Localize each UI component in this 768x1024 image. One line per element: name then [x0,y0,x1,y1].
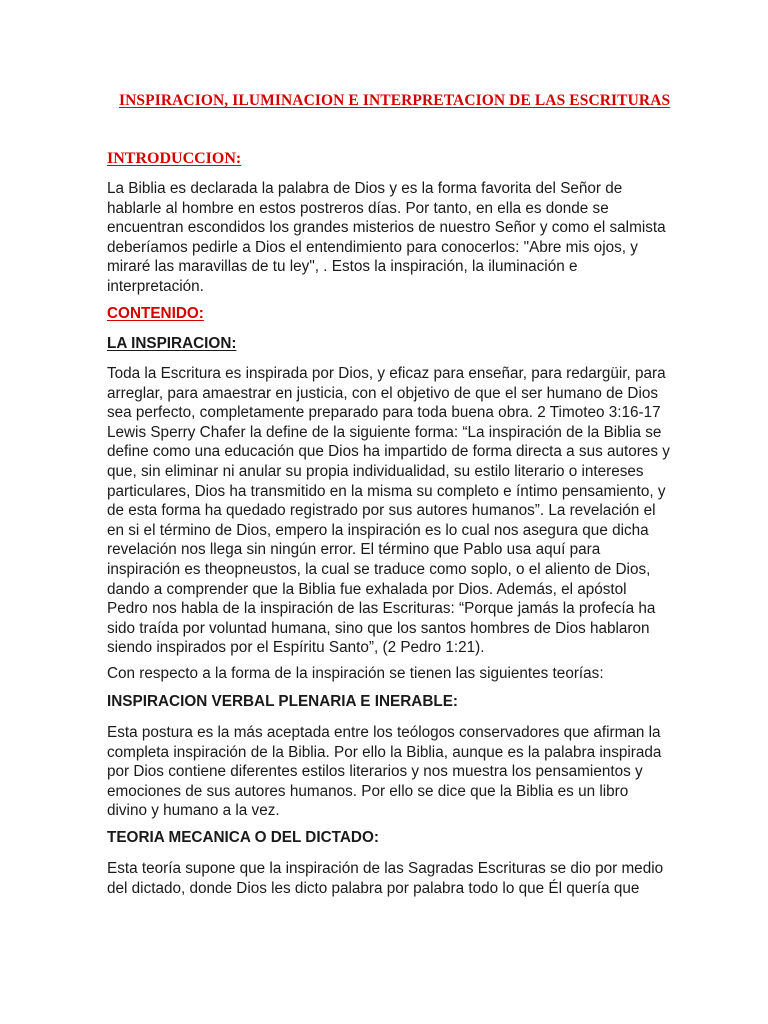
inspiracion-paragraph [107,364,670,658]
text-line: inspiración es theopneustos, la cual se traduce como soplo, o el aliento de Dios, [107,560,651,578]
text-line: emociones de sus autores humanos. Por ello se dice que la Biblia es un libro [107,782,629,800]
text-line: miraré las maravillas de tu ley", . Estos la inspiración, la iluminación e [107,258,578,276]
document-title: INSPIRACION, ILUMINACION E INTERPRETACION DE LAS ESCRITURAS [119,92,671,109]
text-line: que, sin eliminar ni anular su propia individualidad, su estilo literario o intereses [107,462,644,480]
text-line: Esta teoría supone que la inspiración de las Sagradas Escrituras se dio por medio [107,860,664,877]
text-line: particulares, Dios ha transmitido en la misma su completo e íntimo pensamiento, y [107,482,666,500]
text-line: por Dios contiene diferentes estilos literarios y nos muestra los pensamientos y [107,763,643,781]
contenido-heading: CONTENIDO: [107,305,204,322]
inspiracion-heading: LA INSPIRACION: [107,335,237,352]
text-line: del dictado, donde Dios les dicto palabra por palabra todo lo que Él quería que [107,879,640,897]
text-line: Esta postura es la más aceptada entre los teólogos conservadores que afirman la [107,724,661,741]
intro-paragraph [107,179,667,297]
text-line: interpretación. [107,277,204,295]
text-line: siendo inspirados por el Espíritu Santo”, (2 Pedro 1:21). [107,639,485,657]
text-line: sea perfecto, completamente preparado para toda buena obra. 2 Timoteo 3:16-17 [107,404,661,422]
teorias-intro [107,664,667,684]
mecanica-paragraph [107,859,667,898]
text-line: encuentran escondidos los grandes misterios de nuestro Señor y como el salmista [107,219,666,237]
text-line: Toda la Escritura es inspirada por Dios, y eficaz para enseñar, para redargüir, para [107,365,666,382]
text-line: en si el término de Dios, empero la inspiración es lo cual nos asegura que dicha [107,521,649,539]
text-line: La Biblia es declarada la palabra de Dios y es la forma favorita del Señor de [107,180,623,197]
text-line: define como una educación que Dios ha impartido de forma directa a sus autores y [107,443,670,461]
text-line: divino y humano a la vez. [107,802,280,820]
text-line: Pedro nos habla de la inspiración de las Escrituras: “Porque jamás la profecía ha [107,600,656,618]
text-line: arreglar, para amaestrar en justicia, con el objetivo de que el ser humano de Dios [107,384,658,402]
text-line: dando a comprender que la Biblia fue exhalada por Dios. Además, el apóstol [107,580,627,598]
verbal-paragraph [107,723,667,821]
text-line: sido traída por voluntad humana, sino que los santos hombres de Dios hablaron [107,619,650,637]
text-line: Con respecto a la forma de la inspiración se tienen las siguientes teorías: [107,665,604,682]
text-line: Lewis Sperry Chafer la define de la siguiente forma: “La inspiración de la Biblia se [107,423,662,441]
text-line: deberíamos pedirle a Dios el entendimiento para conocerlos: "Abre mis ojos, y [107,238,638,256]
intro-heading: INTRODUCCION: [107,150,242,167]
text-line: revelación nos llega sin ningún error. El término que Pablo usa aquí para [107,541,601,559]
verbal-heading: INSPIRACION VERBAL PLENARIA E INERABLE: [107,693,459,710]
mecanica-heading: TEORIA MECANICA O DEL DICTADO: [107,829,379,846]
text-line: hablarle al hombre en estos postreros días. Por tanto, en ella es donde se [107,199,609,217]
text-line: de esta forma ha quedado registrado por sus autores humanos”. La revelación el [107,502,656,520]
text-line: completa inspiración de la Biblia. Por ello la Biblia, aunque es la palabra inspirada [107,743,662,761]
